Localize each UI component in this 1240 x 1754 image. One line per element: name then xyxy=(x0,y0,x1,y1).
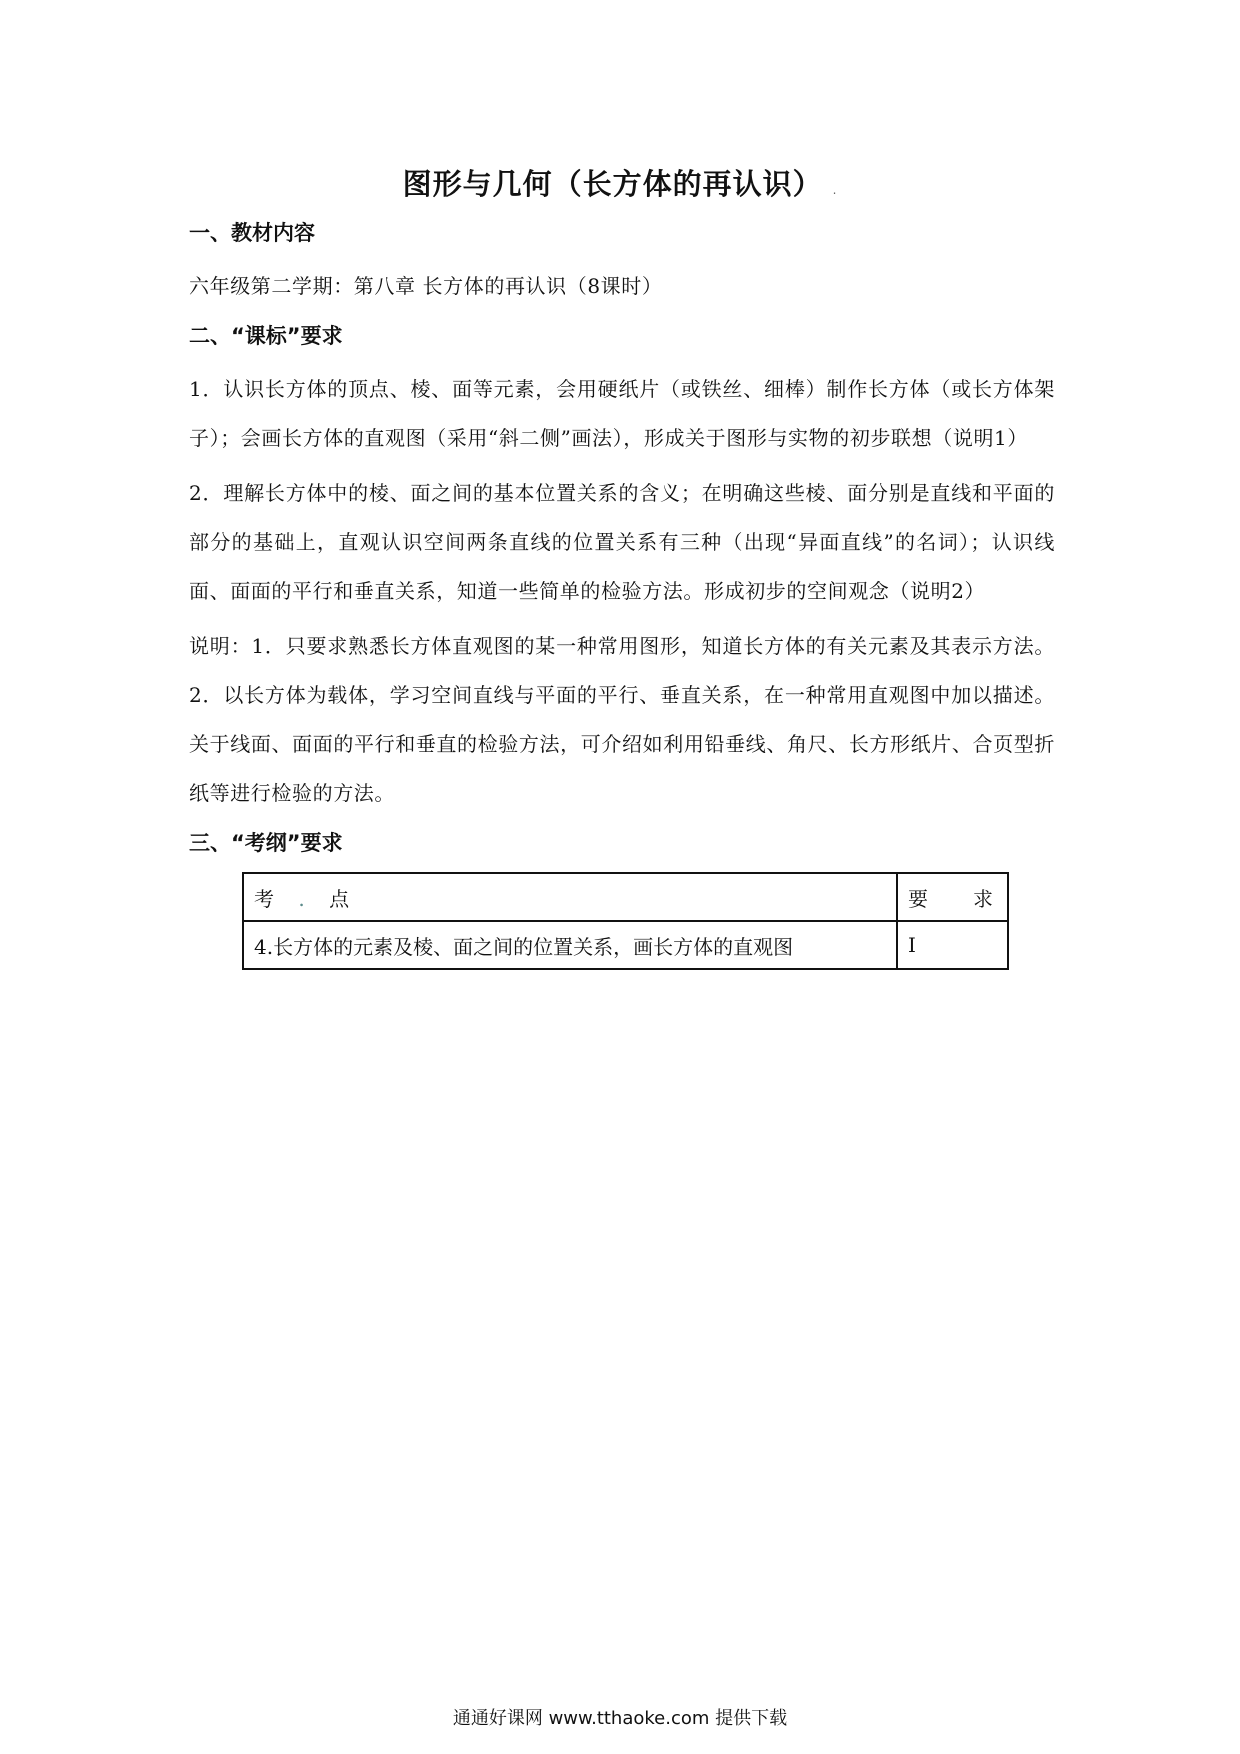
header-req-char: 求 xyxy=(973,886,993,911)
header-requirement xyxy=(897,873,1008,921)
paragraph: 2．理解长方体中的棱、面之间的基本位置关系的含义；在明确这些棱、面分别是直线和平面的部分的基础上，直观认识空间两条直线的位置关系有三种（出现“异面直线”的名词）；认识线面、面面的平行和垂直关系，知道一些简单的检验方法。形成初步的空间观念（说明2） xyxy=(189,481,1055,603)
section-heading: 三、“考纲”要求 xyxy=(189,831,343,855)
exam-requirements-table xyxy=(242,872,1009,970)
table-row xyxy=(243,921,1008,969)
header-exam-point xyxy=(243,873,897,921)
section-heading: 二、“课标”要求 xyxy=(189,324,343,348)
header-req-char: 要 xyxy=(908,886,928,911)
section-exam xyxy=(189,828,1055,970)
exam-point-cell: 4.长方体的元素及棱、面之间的位置关系，画长方体的直观图 xyxy=(243,921,897,969)
section-textbook xyxy=(189,218,1055,311)
table-header-row xyxy=(243,873,1008,921)
page-footer: 通通好课网 www.tthaoke.com 提供下载 xyxy=(452,1708,788,1729)
paragraph: 说明：1．只要求熟悉长方体直观图的某一种常用图形，知道长方体的有关元素及其表示方法。2．以长方体为载体，学习空间直线与平面的平行、垂直关系，在一种常用直观图中加以描述。关于线面、面面的平行和垂直的检验方法，可介绍如利用铅垂线、角尺、长方形纸片、合页型折纸等进行检验的方法。 xyxy=(189,634,1055,805)
requirement-cell: I xyxy=(897,921,1008,969)
paragraph: 六年级第二学期：第八章 长方体的再认识（8课时） xyxy=(189,274,663,298)
section-curriculum xyxy=(189,321,1055,818)
paragraph: 1．认识长方体的顶点、棱、面等元素，会用硬纸片（或铁丝、细棒）制作长方体（或长方体架子）；会画长方体的直观图（采用“斜二侧”画法），形成关于图形与实物的初步联想（说明1） xyxy=(189,377,1055,450)
document-title xyxy=(0,162,1240,203)
document-body xyxy=(189,218,1055,970)
title-mark: . xyxy=(832,183,838,197)
header-point-mark: . xyxy=(298,886,305,911)
section-heading: 一、教材内容 xyxy=(189,221,315,245)
title-text: 图形与几何（长方体的再认识） xyxy=(402,167,823,201)
header-point-char: 考 xyxy=(254,886,274,911)
header-point-char: 点 xyxy=(329,886,350,911)
